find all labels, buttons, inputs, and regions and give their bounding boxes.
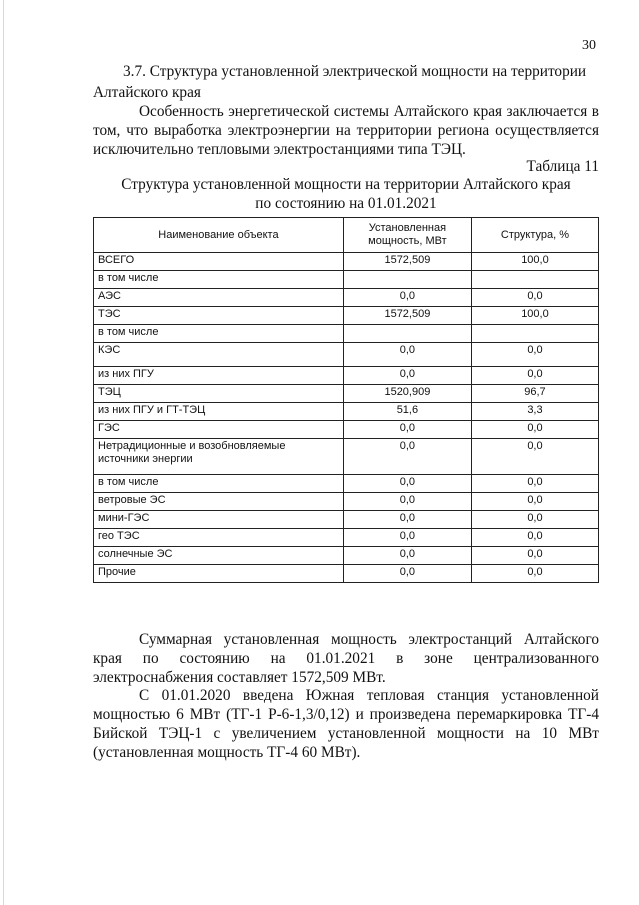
row-capacity-cell <box>343 325 471 343</box>
table-row <box>94 565 599 583</box>
table-row <box>94 421 599 439</box>
row-structure-cell: 0,0 <box>471 475 598 493</box>
table-row <box>94 529 599 547</box>
row-name-cell: ГЭС <box>94 421 344 439</box>
row-name-cell: ветровые ЭС <box>94 493 344 511</box>
header-structure: Структура, % <box>471 218 598 253</box>
row-name-cell: ТЭС <box>94 307 344 325</box>
row-name-cell: гео ТЭС <box>94 529 344 547</box>
scan-edge-line <box>3 0 4 905</box>
row-capacity-cell: 0,0 <box>343 289 471 307</box>
row-structure-cell: 0,0 <box>471 493 598 511</box>
table-row <box>94 475 599 493</box>
row-capacity-cell: 0,0 <box>343 565 471 583</box>
table-row <box>94 289 599 307</box>
row-structure-cell: 100,0 <box>471 253 598 271</box>
row-capacity-cell: 0,0 <box>343 421 471 439</box>
row-name-cell: в том числе <box>94 475 344 493</box>
section-heading: 3.7. Структура установленной электрической мощности на территории Алтайского края <box>93 63 587 101</box>
row-capacity-cell: 0,0 <box>343 343 471 367</box>
row-capacity-cell: 1572,509 <box>343 307 471 325</box>
row-structure-cell: 0,0 <box>471 529 598 547</box>
row-name-cell: ТЭЦ <box>94 385 344 403</box>
row-structure-cell: 100,0 <box>471 307 598 325</box>
table-title <box>93 175 599 213</box>
row-capacity-cell: 1520,909 <box>343 385 471 403</box>
table-row <box>94 253 599 271</box>
header-capacity: Установленная мощность, МВт <box>343 218 471 253</box>
table-body <box>94 253 599 583</box>
row-structure-cell <box>471 325 598 343</box>
row-structure-cell: 0,0 <box>471 367 598 385</box>
capacity-table <box>93 217 599 583</box>
table-row <box>94 385 599 403</box>
row-name-cell: Прочие <box>94 565 344 583</box>
row-capacity-cell: 51,6 <box>343 403 471 421</box>
row-name-cell: из них ПГУ и ГТ-ТЭЦ <box>94 403 344 421</box>
row-structure-cell: 96,7 <box>471 385 598 403</box>
table-row <box>94 439 599 475</box>
row-structure-cell: 3,3 <box>471 403 598 421</box>
table-row <box>94 343 599 367</box>
row-structure-cell: 0,0 <box>471 343 598 367</box>
row-capacity-cell: 0,0 <box>343 439 471 475</box>
table-title-line-1: Структура установленной мощности на территории Алтайского края <box>121 176 571 193</box>
paragraph-changes: С 01.01.2020 введена Южная тепловая станция установленной мощностью 6 МВт (ТГ-1 Р-6-1,3/0,12) и произведена перемаркировка ТГ-4 Бийской ТЭЦ-1 с увеличением установленной мощности на 10 МВт (установленная мощность ТГ-4 60 МВт). <box>93 687 599 761</box>
row-capacity-cell: 0,0 <box>343 529 471 547</box>
row-structure-cell: 0,0 <box>471 421 598 439</box>
row-capacity-cell <box>343 271 471 289</box>
row-name-cell: мини-ГЭС <box>94 511 344 529</box>
paragraph-total: Суммарная установленная мощность электростанций Алтайского края по состоянию на 01.01.2021 в зоне централизованного электроснабжения составляет 1572,509 МВт. <box>93 631 599 686</box>
paragraph-intro: Особенность энергетической системы Алтайского края заключается в том, что выработка электроэнергии на территории региона осуществляется исключительно тепловыми электростанциями типа ТЭЦ. <box>93 103 599 158</box>
row-name-cell: ВСЕГО <box>94 253 344 271</box>
header-object-name: Наименование объекта <box>94 218 344 253</box>
row-name-cell: в том числе <box>94 271 344 289</box>
row-capacity-cell: 0,0 <box>343 547 471 565</box>
row-structure-cell: 0,0 <box>471 511 598 529</box>
row-name-cell: Нетрадиционные и возобновляемые источники энергии <box>94 439 344 475</box>
row-name-cell: из них ПГУ <box>94 367 344 385</box>
row-structure-cell: 0,0 <box>471 289 598 307</box>
row-structure-cell: 0,0 <box>471 565 598 583</box>
table-title-line-2: по состоянию на 01.01.2021 <box>255 195 437 212</box>
row-capacity-cell: 0,0 <box>343 367 471 385</box>
row-name-cell: в том числе <box>94 325 344 343</box>
row-capacity-cell: 0,0 <box>343 475 471 493</box>
table-row <box>94 367 599 385</box>
table-row <box>94 493 599 511</box>
row-name-cell: КЭС <box>94 343 344 367</box>
table-row <box>94 271 599 289</box>
table-label: Таблица 11 <box>526 158 599 175</box>
row-structure-cell: 0,0 <box>471 439 598 475</box>
table-header-row <box>94 218 599 253</box>
table-row <box>94 325 599 343</box>
row-structure-cell: 0,0 <box>471 547 598 565</box>
row-name-cell: солнечные ЭС <box>94 547 344 565</box>
row-capacity-cell: 0,0 <box>343 511 471 529</box>
row-capacity-cell: 0,0 <box>343 493 471 511</box>
table-row <box>94 307 599 325</box>
row-name-cell: АЭС <box>94 289 344 307</box>
page-number: 30 <box>582 38 596 53</box>
table-row <box>94 403 599 421</box>
row-structure-cell <box>471 271 598 289</box>
table-row <box>94 547 599 565</box>
row-capacity-cell: 1572,509 <box>343 253 471 271</box>
table-row <box>94 511 599 529</box>
